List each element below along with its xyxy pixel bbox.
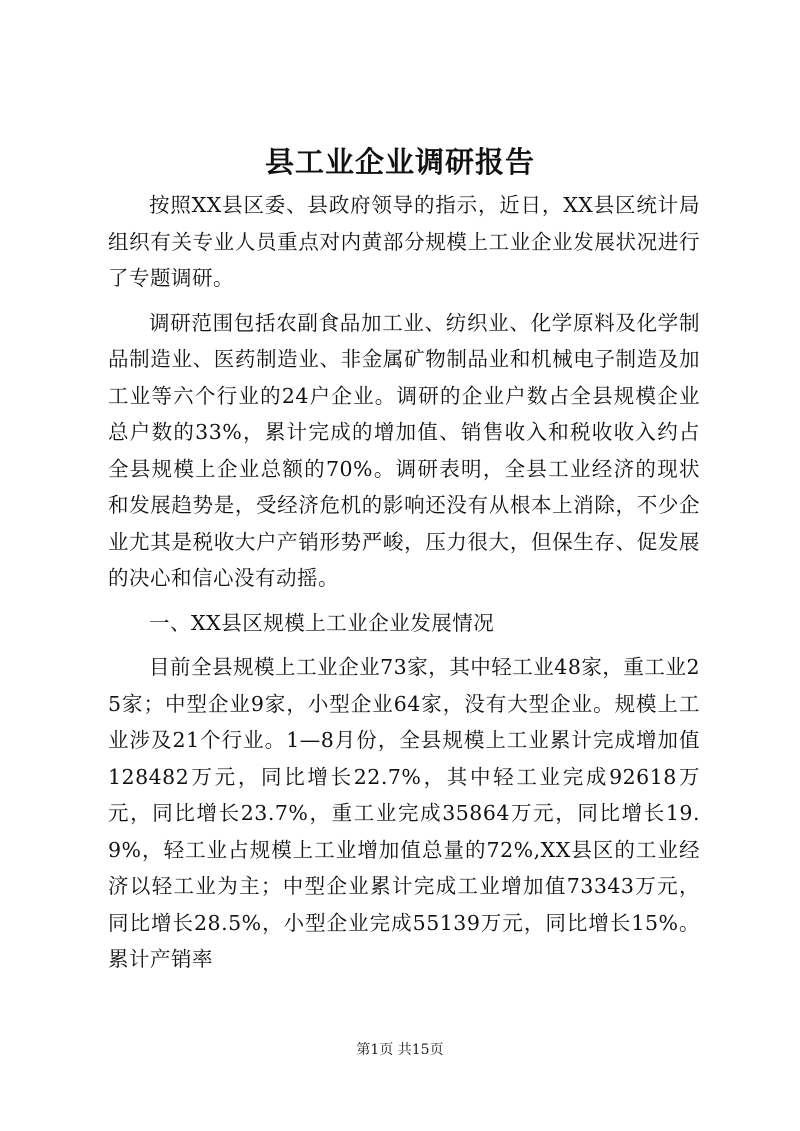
paragraph-scope: 调研范围包括农副食品加工业、纺织业、化学原料及化学制品制造业、医药制造业、非金属矿物制品业和机械电子制造及加工业等六个行业的24户企业。调研的企业户数占全县规模企业总户数的33%，累计完成的增加值、销售收入和税收收入约占全县规模上企业总额的70%。调研表明，全县工业经济的现状和发展趋势是，受经济危机的影响还没有从根本上消除，不少企业尤其是税收大户产销形势严峻，压力很大，但保生存、促发展的决心和信心没有动摇。 [108, 310, 700, 590]
paragraph-current-status: 目前全县规模上工业企业73家，其中轻工业48家，重工业25家；中型企业9家，小型企业64家，没有大型企业。规模上工业涉及21个行业。1—8月份，全县规模上工业累计完成增加值128482万元，同比增长22.7%，其中轻工业完成92618万元，同比增长23.7%，重工业完成35864万元，同比增长19.9%，轻工业占规模上工业增加值总量的72%,XX县区的工业经济以轻工业为主；中型企业累计完成工业增加值73343万元，同比增长28.5%，小型企业完成55139万元，同比增长15%。累计产销率 [108, 655, 700, 971]
section-heading-1: 一、XX县区规模上工业企业发展情况 [149, 610, 495, 635]
document-title: 县工业企业调研报告 [264, 145, 535, 179]
document-body [108, 187, 700, 978]
paragraph-intro: 按照XX县区委、县政府领导的指示，近日，XX县区统计局组织有关专业人员重点对内黄部分规模上工业企业发展状况进行了专题调研。 [108, 193, 700, 290]
page-footer: 第1页 共15页 [356, 1042, 444, 1058]
